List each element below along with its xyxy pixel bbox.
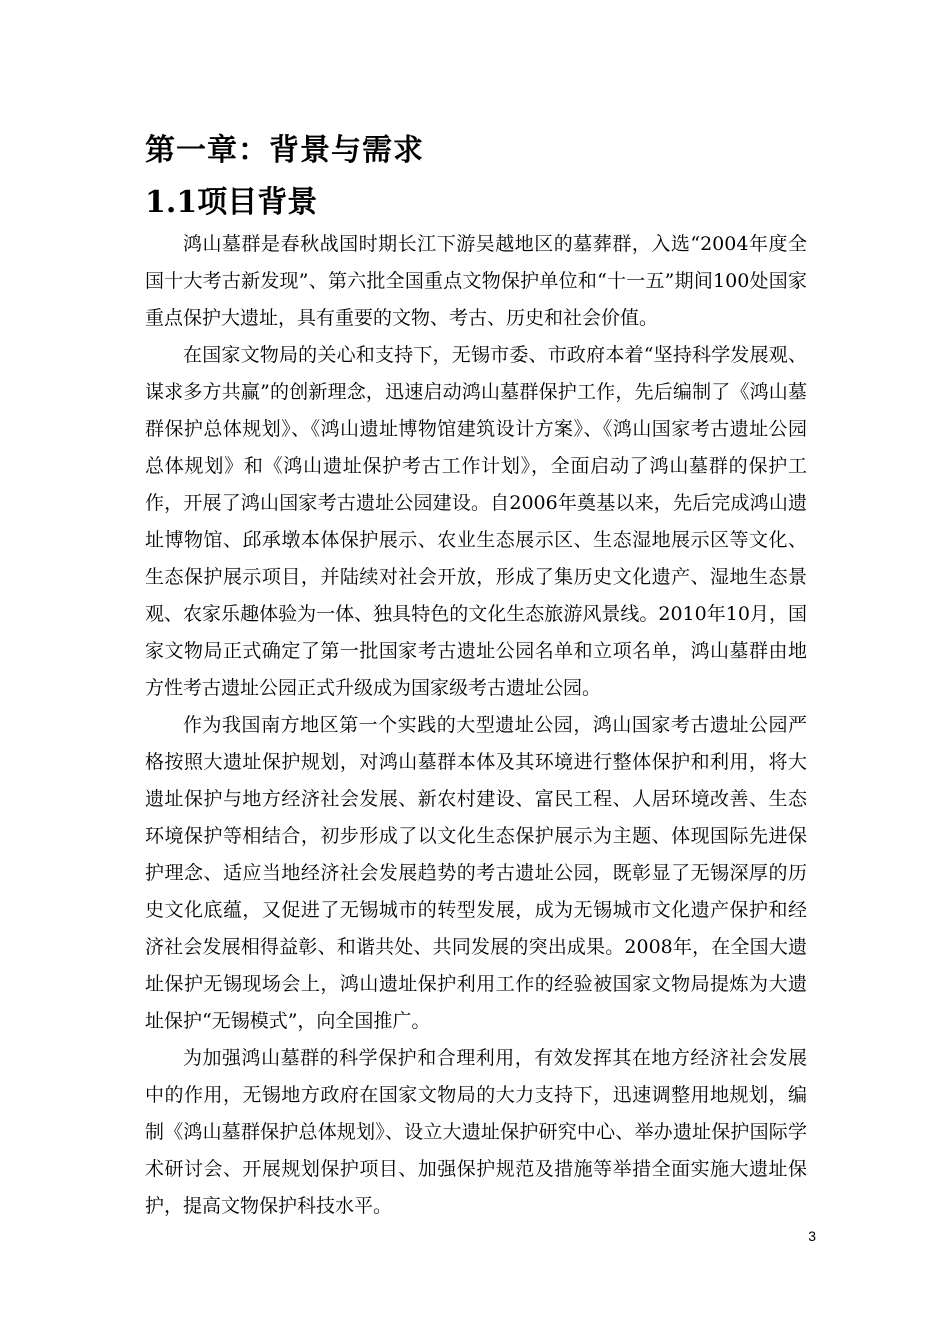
page-content — [145, 128, 807, 1225]
paragraph-1: 鸿山墓群是春秋战国时期长江下游吴越地区的墓葬群，入选“2004年度全国十大考古新发现”、第六批全国重点文物保护单位和“十一五”期间100处国家重点保护大遗址，具有重要的文物、考古、历史和社会价值。 — [145, 233, 807, 329]
chapter-title: 第一章：背景与需求 — [145, 133, 424, 168]
section-title: 1.1项目背景 — [145, 185, 318, 220]
paragraph-3: 作为我国南方地区第一个实践的大型遗址公园，鸿山国家考古遗址公园严格按照大遗址保护规划，对鸿山墓群本体及其环境进行整体保护和利用，将大遗址保护与地方经济社会发展、新农村建设、富民工程、人居环境改善、生态环境保护等相结合，初步形成了以文化生态保护展示为主题、体现国际先进保护理念、适应当地经济社会发展趋势的考古遗址公园，既彰显了无锡深厚的历史文化底蕴，又促进了无锡城市的转型发展，成为无锡城市文化遗产保护和经济社会发展相得益彰、和谐共处、共同发展的突出成果。2008年，在全国大遗址保护无锡现场会上，鸿山遗址保护利用工作的经验被国家文物局提炼为大遗址保护“无锡模式”，向全国推广。 — [145, 714, 807, 1032]
page-number: 3 — [808, 1228, 816, 1244]
paragraph-2: 在国家文物局的关心和支持下，无锡市委、市政府本着“坚持科学发展观、谋求多方共赢”的创新理念，迅速启动鸿山墓群保护工作，先后编制了《鸿山墓群保护总体规划》、《鸿山遗址博物馆建筑设计方案》、《鸿山国家考古遗址公园总体规划》和《鸿山遗址保护考古工作计划》，全面启动了鸿山墓群的保护工作，开展了鸿山国家考古遗址公园建设。自2006年奠基以来，先后完成鸿山遗址博物馆、邱承墩本体保护展示、农业生态展示区、生态湿地展示区等文化、生态保护展示项目，并陆续对社会开放，形成了集历史文化遗产、湿地生态景观、农家乐趣体验为一体、独具特色的文化生态旅游风景线。2010年10月，国家文物局正式确定了第一批国家考古遗址公园名单和立项名单，鸿山墓群由地方性考古遗址公园正式升级成为国家级考古遗址公园。 — [145, 344, 807, 699]
paragraph-4: 为加强鸿山墓群的科学保护和合理利用，有效发挥其在地方经济社会发展中的作用，无锡地方政府在国家文物局的大力支持下，迅速调整用地规划，编制《鸿山墓群保护总体规划》、设立大遗址保护研究中心、举办遗址保护国际学术研讨会、开展规划保护项目、加强保护规范及措施等举措全面实施大遗址保护，提高文物保护科技水平。 — [145, 1047, 807, 1217]
